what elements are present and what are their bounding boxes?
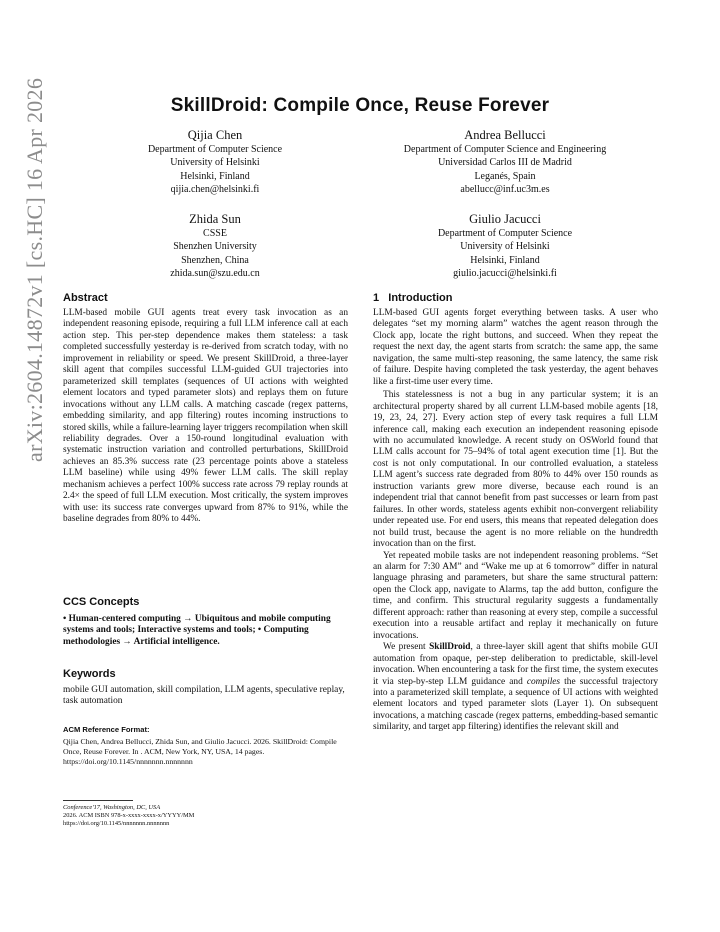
introduction-text — [373, 308, 658, 734]
intro-p4-lead: We present — [383, 642, 430, 653]
author-name: Zhida Sun — [189, 212, 241, 226]
author-affiliation: University of Helsinki — [460, 241, 550, 253]
footnote-isbn: 2026. ACM ISBN 978-x-xxxx-xxxx-x/YYYY/MM — [63, 812, 195, 820]
author-email: zhida.sun@szu.edu.cn — [170, 267, 260, 279]
author-affiliation: Department of Computer Science and Engineering — [403, 144, 607, 155]
intro-p4-mid: , a three-layer skill agent that shifts mobile GUI automation from opaque, per-step deliberation to predictable, skill-level invocation. When encountering a task for the first time, the system executes it via step-by-step LLM guidance and — [373, 642, 659, 687]
author-block-4 — [375, 211, 635, 280]
author-name: Qijia Chen — [187, 128, 243, 142]
author-location: Helsinki, Finland — [180, 170, 250, 182]
author-email: giulio.jacucci@helsinki.fi — [453, 267, 557, 279]
keywords-text: mobile GUI automation, skill compilation, LLM agents, speculative replay, task automation — [63, 685, 345, 707]
system-name: SkillDroid — [429, 642, 471, 653]
author-affiliation: Department of Computer Science — [147, 144, 283, 155]
author-location: Helsinki, Finland — [470, 254, 540, 266]
author-name: Giulio Jacucci — [469, 212, 541, 226]
ccs-text: • Human-centered computing → Ubiquitous and mobile computing systems and tools; Interactive systems and tools; • Computing methodologies → Artificial intelligence. — [63, 614, 331, 647]
author-email: abellucc@inf.uc3m.es — [460, 183, 550, 195]
author-affiliation: Shenzhen University — [173, 241, 257, 253]
author-block-3 — [95, 211, 335, 280]
intro-paragraph-4 — [373, 642, 658, 734]
footnote-rule — [63, 800, 133, 801]
arxiv-identifier: arXiv:2604.14872v1 [cs.HC] 16 Apr 2026 — [22, 77, 47, 462]
keywords-heading: Keywords — [63, 668, 116, 680]
acm-reference-heading: ACM Reference Format: — [63, 725, 150, 734]
abstract-paragraph: LLM-based mobile GUI agents treat every task invocation as an independent reasoning episode, requiring a full LLM inference call at each action step. This per-step dependence makes them stateless: a task completed successfully yesterday is re-derived from scratch today, with no improvement in reliability or speed. We present SkillDroid, a three-layer skill agent that compiles successful LLM-guided GUI trajectories into parameterized skill templates (sequences of UI actions with weighted element locators and typed parameter slots) and replays them on future invocations without any LLM calls. A matching cascade (regex patterns, embedding similarity, and app filtering) routes incoming instructions to stored skills, while a failure-learning layer triggers recompilation when skill reliability degrades. Over a 150-round longitudinal evaluation with systematic instruction variation and controlled perturbations, SkillDroid achieves an 85.3% success rate (23 percentage points above a stateless LLM baseline) while using 49% fewer LLM calls. The skill replay mechanism achieves a perfect 100% success rate across 79 replay rounds at 2.4× the speed of full LLM execution. Most critically, the system improves with use: its success rate converges upward from 87% to 91%, while the baseline degrades from 80% to 44%. — [63, 308, 348, 525]
abstract-heading: Abstract — [63, 292, 108, 304]
keywords — [63, 685, 348, 708]
ccs-heading: CCS Concepts — [63, 596, 140, 608]
intro-paragraph-3: Yet repeated mobile tasks are not independent reasoning problems. “Set an alarm for 7:30 AM” and “Wake me up at 6 tomorrow” differ in natural language phrasing and parameters, but share the same structural pattern: open the Clock app, navigate to Alarms, tap the add button, configure the time, and confirm. This structural regularity suggests a fundamentally different approach: rather than reasoning at every step, compile a successful execution into a reusable artifact and replay it mechanically on future invocations. — [373, 550, 658, 641]
ccs-concepts — [63, 614, 348, 648]
footnote-conference: Conference'17, Washington, DC, USA — [63, 804, 161, 811]
author-affiliation: Universidad Carlos III de Madrid — [438, 157, 572, 169]
acm-reference — [63, 724, 348, 767]
author-block-2 — [375, 127, 635, 196]
abstract-text — [63, 308, 348, 526]
introduction-heading: 1 Introduction — [373, 292, 453, 304]
footnote-doi: https://doi.org/10.1145/nnnnnnn.nnnnnnn — [63, 820, 170, 828]
intro-paragraph-2: This statelessness is not a bug in any particular system; it is an architectural property shared by all current LLM-based mobile agents [18, 19, 23, 24, 27]. Every action step of every task requires a full LLM inference call, making each execution an independent reasoning episode with no accumulated knowledge. A recent study on OSWorld found that LLM calls account for 75–94% of total agent execution time [1]. But the cost is not only computational. In our controlled evaluation, a stateless LLM agent’s success rate degraded from 80% to 44% over 150 rounds as instruction variants grew more diverse, because each round is an independent trial that cannot benefit from past successes or learn from past failures. In other words, stateless agents exhibit non-convergent reliability under repeated use. For end users, this means that repeated delegation does not build trust, because the agent is no more reliable on the hundredth invocation than on the first. — [373, 390, 658, 550]
footnote — [63, 804, 194, 829]
author-name: Andrea Bellucci — [464, 128, 546, 142]
author-affiliation: Department of Computer Science — [437, 228, 573, 239]
author-location: Shenzhen, China — [181, 254, 249, 266]
paper-title: SkillDroid: Compile Once, Reuse Forever — [170, 95, 550, 116]
author-affiliation: CSSE — [203, 228, 227, 239]
acm-reference-text: Qijia Chen, Andrea Bellucci, Zhida Sun, and Giulio Jacucci. 2026. SkillDroid: Compile Once, Reuse Forever. In . ACM, New York, NY, USA, 14 pages. https://doi.org/10.1145/nnnnnnn.nnnnnnn — [63, 737, 337, 767]
author-affiliation: University of Helsinki — [170, 157, 260, 169]
author-email: qijia.chen@helsinki.fi — [170, 183, 260, 195]
author-block-1 — [95, 127, 335, 196]
intro-p4-tail: the successful trajectory into a parameterized skill template, a sequence of UI actions with weighted element locators and typed parameter slots (Layer 1). On subsequent invocations, a matching cascade (regex patterns, embedding-based semantic similarity, and target app filtering) identifies the relevant skill and — [373, 676, 659, 733]
intro-paragraph-1: LLM-based GUI agents forget everything between tasks. A user who delegates “set my morning alarm” watches the agent reason through the Clock app, locate the right buttons, and succeed. When they repeat the request the next day, the agent starts from scratch: the same app, the same navigation, the same multi-step reasoning, the same latency, the same risk of failure. Despite having completed the task yesterday, the agent behaves like a first-time user every time. — [373, 308, 658, 387]
author-location: Leganés, Spain — [474, 170, 536, 182]
intro-p4-emphasis: compiles — [526, 676, 561, 687]
